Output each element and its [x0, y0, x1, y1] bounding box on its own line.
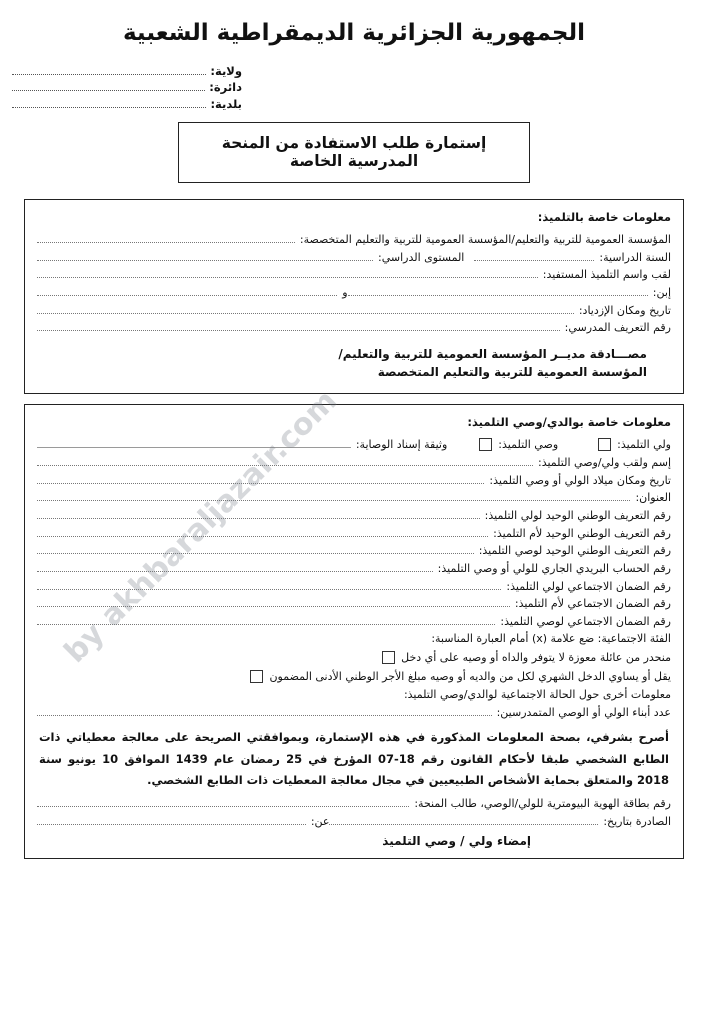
address-label: العنوان:	[635, 491, 671, 505]
school-id-field[interactable]	[37, 319, 671, 337]
school-id-label: رقم التعريف المدرسي:	[564, 321, 671, 335]
parent-checkbox[interactable]	[598, 438, 611, 451]
guardian-birth-field[interactable]	[37, 472, 671, 490]
baladiya-field[interactable]	[12, 96, 242, 112]
other-social-info-label: معلومات أخرى حول الحالة الاجتماعية لوالدي/وصي التلميذ:	[403, 688, 671, 702]
social-option-1[interactable]	[37, 648, 671, 667]
nin-guardian-field[interactable]	[37, 542, 671, 560]
and-connector: و	[342, 286, 348, 300]
student-name-input-line[interactable]	[37, 276, 538, 278]
biometric-id-input-line[interactable]	[37, 805, 409, 807]
biometric-id-label: رقم بطاقة الهوية البيومترية للولي/الوصي، طالب المنحة:	[414, 797, 671, 811]
nin-mother-input-line[interactable]	[37, 535, 488, 537]
wilaya-input-line[interactable]	[12, 73, 206, 75]
social-security-mother-label: رقم الضمان الاجتماعي لأم التلميذ:	[514, 597, 671, 611]
form-title-box: إستمارة طلب الاستفادة من المنحة المدرسية الخاصة	[178, 122, 530, 183]
social-option-1-checkbox[interactable]	[382, 651, 395, 664]
school-level-input-line[interactable]	[37, 259, 373, 261]
school-institution-field[interactable]	[37, 231, 671, 249]
mother-name-input-line[interactable]	[37, 294, 337, 296]
postal-account-input-line[interactable]	[37, 570, 433, 572]
father-name-input-line[interactable]	[348, 294, 648, 296]
guardian-section-heading: معلومات خاصة بوالدي/وصي التلميذ:	[467, 415, 671, 430]
social-security-parent-field[interactable]	[37, 578, 671, 596]
signature-label: إمضاء ولي / وصي التلميذ	[382, 834, 531, 849]
issued-date-field[interactable]	[37, 813, 671, 831]
daira-label: دائرة:	[209, 80, 242, 95]
birth-date-place-input-line[interactable]	[37, 312, 574, 314]
parent-option[interactable]	[592, 438, 671, 451]
nin-guardian-label: رقم التعريف الوطني الوحيد لوصي التلميذ:	[478, 544, 671, 558]
issued-date-input-line[interactable]	[329, 823, 598, 825]
administrative-fields	[0, 63, 708, 112]
student-name-label: لقب واسم التلميذ المستفيد:	[542, 268, 671, 282]
guardian-option[interactable]	[473, 438, 558, 451]
nin-guardian-input-line[interactable]	[37, 552, 474, 554]
baladiya-input-line[interactable]	[12, 106, 206, 108]
social-security-guardian-input-line[interactable]	[37, 623, 495, 625]
social-category-label: الفئة الاجتماعية: ضع علامة (x) أمام العبارة المناسبة:	[431, 632, 671, 646]
guardianship-document-input-line[interactable]	[37, 446, 351, 448]
republic-title: الجمهورية الجزائرية الديمقراطية الشعبية	[122, 20, 586, 46]
social-option-1-label: منحدر من عائلة معوزة لا يتوفر والداه أو وصيه على أي دخل	[401, 651, 671, 665]
guardianship-document-label: وثيقة إسناد الوصاية:	[355, 438, 448, 452]
children-count-field[interactable]	[37, 704, 671, 722]
social-security-mother-field[interactable]	[37, 595, 671, 613]
guardian-birth-input-line[interactable]	[37, 482, 484, 484]
daira-input-line[interactable]	[12, 89, 205, 91]
parents-names-field[interactable]	[37, 284, 671, 302]
director-certification-note	[37, 345, 663, 381]
guardian-information-section	[24, 404, 684, 859]
social-security-mother-input-line[interactable]	[37, 605, 510, 607]
children-count-input-line[interactable]	[37, 714, 492, 716]
daira-field[interactable]	[12, 79, 242, 95]
guardian-name-field[interactable]	[37, 454, 671, 472]
social-option-2-label: يقل أو يساوي الدخل الشهري لكل من والديه أو وصيه مبلغ الأجر الوطني الأدنى المضمون	[269, 670, 671, 684]
school-year-label: السنة الدراسية:	[599, 250, 671, 264]
children-count-label: عدد أبناء الولي أو الوصي المتمدرسين:	[496, 705, 671, 719]
birth-date-place-label: تاريخ ومكان الإزدياد:	[578, 303, 671, 317]
nin-parent-field[interactable]	[37, 507, 671, 525]
biometric-id-field[interactable]	[37, 795, 671, 813]
nin-parent-label: رقم التعريف الوطني الوحيد لولي التلميذ:	[484, 508, 671, 522]
address-field[interactable]	[37, 489, 671, 507]
nin-mother-label: رقم التعريف الوطني الوحيد لأم التلميذ:	[493, 526, 671, 540]
school-year-level-field[interactable]	[37, 249, 671, 267]
postal-account-field[interactable]	[37, 560, 671, 578]
son-of-label: إبن:	[652, 286, 671, 300]
guardian-option-label: وصي التلميذ:	[498, 438, 559, 452]
certification-line-2: المؤسسة العمومية للتربية والتعليم المتخصصة	[377, 365, 647, 380]
guardian-name-input-line[interactable]	[37, 464, 533, 466]
birth-date-place-field[interactable]	[37, 302, 671, 320]
watermark-text: by akhbaraljazair.com	[57, 383, 345, 670]
baladiya-label: بلدية:	[210, 96, 242, 111]
other-social-info-label-row	[37, 686, 671, 704]
postal-account-label: رقم الحساب البريدي الجاري للولي أو وصي التلميذ:	[437, 561, 671, 575]
school-level-label: المستوى الدراسي:	[378, 250, 465, 264]
social-security-parent-label: رقم الضمان الاجتماعي لولي التلميذ:	[506, 579, 671, 593]
student-section-heading: معلومات خاصة بالتلميذ:	[537, 210, 671, 225]
social-security-parent-input-line[interactable]	[37, 588, 501, 590]
honor-declaration: أصرح بشرفي، بصحة المعلومات المذكورة في هذه الإستمارة، وبموافقتي الصريحة على معالجة معطياتي ذات الطابع الشخصي طبقا لأحكام القانون رقم 18-07 المؤرخ في 25 رمضان عام 1439 الموافق 10 يونيو سنة 2018 والمتعلق بحماية الأشخاص الطبيعيين في مجال معالجة المعطيات ذات الطابع الشخصي.	[39, 730, 669, 787]
social-option-2-checkbox[interactable]	[250, 670, 263, 683]
school-id-input-line[interactable]	[37, 329, 560, 331]
social-security-guardian-label: رقم الضمان الاجتماعي لوصي التلميذ:	[500, 614, 671, 628]
student-name-field[interactable]	[37, 266, 671, 284]
wilaya-label: ولاية:	[210, 64, 242, 79]
social-security-guardian-field[interactable]	[37, 613, 671, 631]
guardian-type-row	[37, 436, 671, 454]
issued-by-label: عن:	[310, 814, 330, 828]
guardianship-document-field[interactable]	[37, 438, 447, 451]
guardian-name-label: إسم ولقب ولي/وصي التلميذ:	[538, 456, 671, 470]
issued-by-input-line[interactable]	[37, 823, 306, 825]
social-option-2[interactable]	[37, 667, 671, 686]
nin-parent-input-line[interactable]	[37, 517, 480, 519]
parent-option-label: ولي التلميذ:	[617, 438, 671, 452]
social-category-instruction	[37, 630, 671, 648]
school-year-input-line[interactable]	[474, 259, 594, 261]
nin-mother-field[interactable]	[37, 525, 671, 543]
certification-line-1: مصـــادقة مديــر المؤسسة العمومية للتربية والتعليم/	[338, 347, 647, 362]
school-institution-input-line[interactable]	[37, 241, 295, 243]
wilaya-field[interactable]	[12, 63, 242, 79]
guardian-birth-label: تاريخ ومكان ميلاد الولي أو وصي التلميذ:	[489, 473, 671, 487]
guardian-checkbox[interactable]	[479, 438, 492, 451]
issued-date-label: الصادرة بتاريخ:	[603, 814, 671, 828]
student-information-section	[24, 199, 684, 394]
address-input-line[interactable]	[37, 499, 630, 501]
school-institution-label: المؤسسة العمومية للتربية والتعليم/المؤسسة العمومية للتربية والتعليم المتخصصة:	[299, 233, 671, 247]
